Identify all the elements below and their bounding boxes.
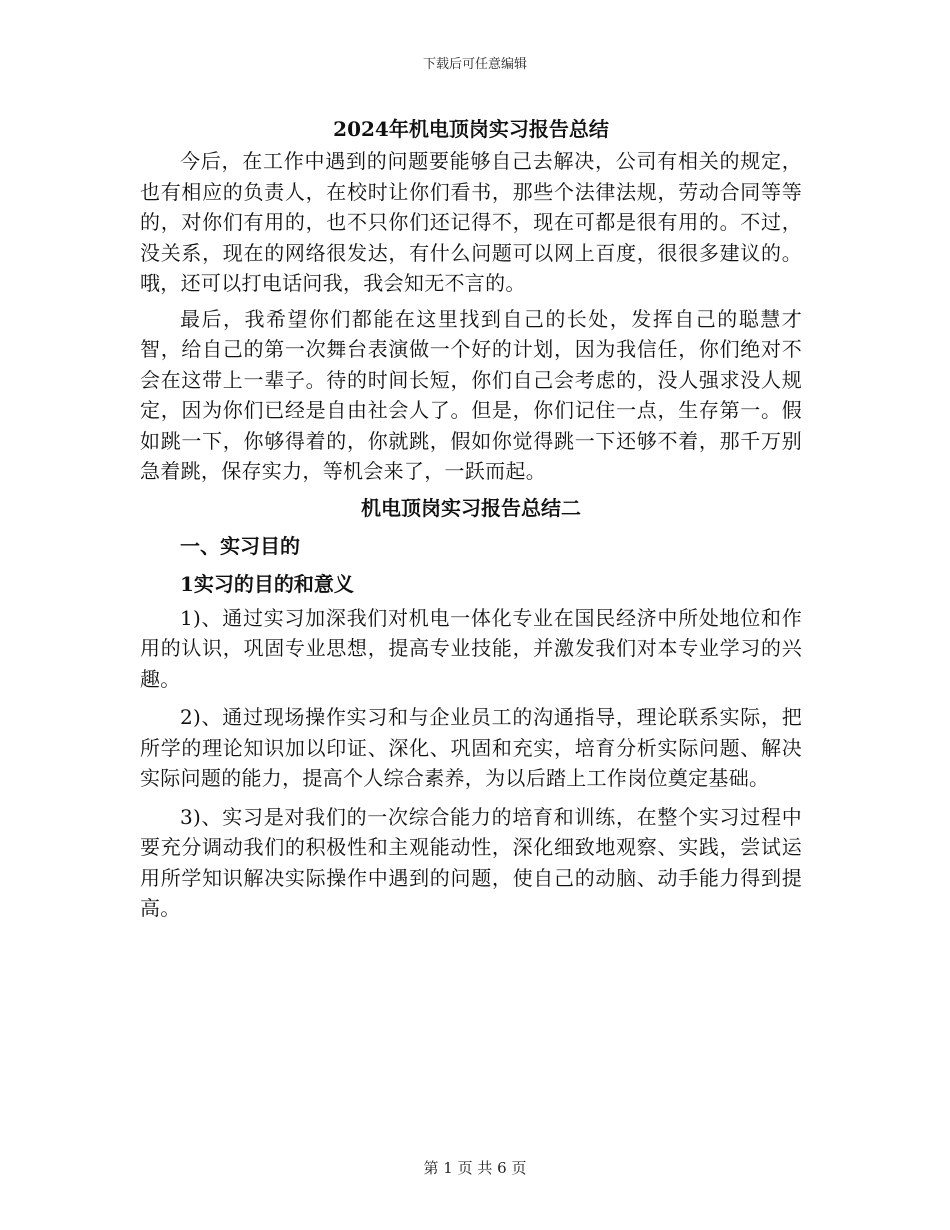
document-title: 2024年机电顶岗实习报告总结 bbox=[333, 117, 609, 141]
page-number: 第 1 页 共 6 页 bbox=[423, 1159, 527, 1177]
header-note: 下载后可任意编辑 bbox=[422, 57, 527, 72]
section-title: 机电顶岗实习报告总结二 bbox=[361, 495, 581, 520]
heading-purpose-meaning: 1实习的目的和意义 bbox=[180, 571, 354, 596]
list-item: 2)、通过现场操作实习和与企业员工的沟通指导，理论联系实际，把所学的理论知识加以印证、深化、巩固和充实，培育分析实际问题、解决实际问题的能力，提高个人综合素养，为以后踏上工作岗位奠定基础。 bbox=[140, 705, 802, 790]
list-item: 3)、实习是对我们的一次综合能力的培育和训练，在整个实习过程中要充分调动我们的积极性和主观能动性，深化细致地观察、实践，尝试运用所学知识解决实际操作中遇到的问题，使自己的动脑、动手能力得到提高。 bbox=[140, 804, 802, 920]
paragraph: 最后，我希望你们都能在这里找到自己的长处，发挥自己的聪慧才智，给自己的第一次舞台表演做一个好的计划，因为我信任，你们绝对不会在这带上一辈子。待的时间长短，你们自己会考虑的，没人强求没人规定，因为你们已经是自由社会人了。但是，你们记住一点，生存第一。假如跳一下，你够得着的，你就跳，假如你觉得跳一下还够不着，那千万别急着跳，保存实力，等机会来了，一跃而起。 bbox=[140, 306, 802, 483]
heading-purpose: 一、实习目的 bbox=[180, 533, 300, 558]
list-item: 1)、通过实习加深我们对机电一体化专业在国民经济中所处地位和作用的认识，巩固专业思想，提高专业技能，并激发我们对本专业学习的兴趣。 bbox=[140, 605, 802, 691]
document-body bbox=[140, 112, 802, 924]
paragraph: 今后，在工作中遇到的问题要能够自己去解决，公司有相关的规定，也有相应的负责人，在校时让你们看书，那些个法律法规，劳动合同等等的，对你们有用的，也不只你们还记得不，现在可都是很有用的。不过，没关系，现在的网络很发达，有什么问题可以网上百度，很很多建议的。哦，还可以打电话问我，我会知无不言的。 bbox=[140, 149, 802, 295]
